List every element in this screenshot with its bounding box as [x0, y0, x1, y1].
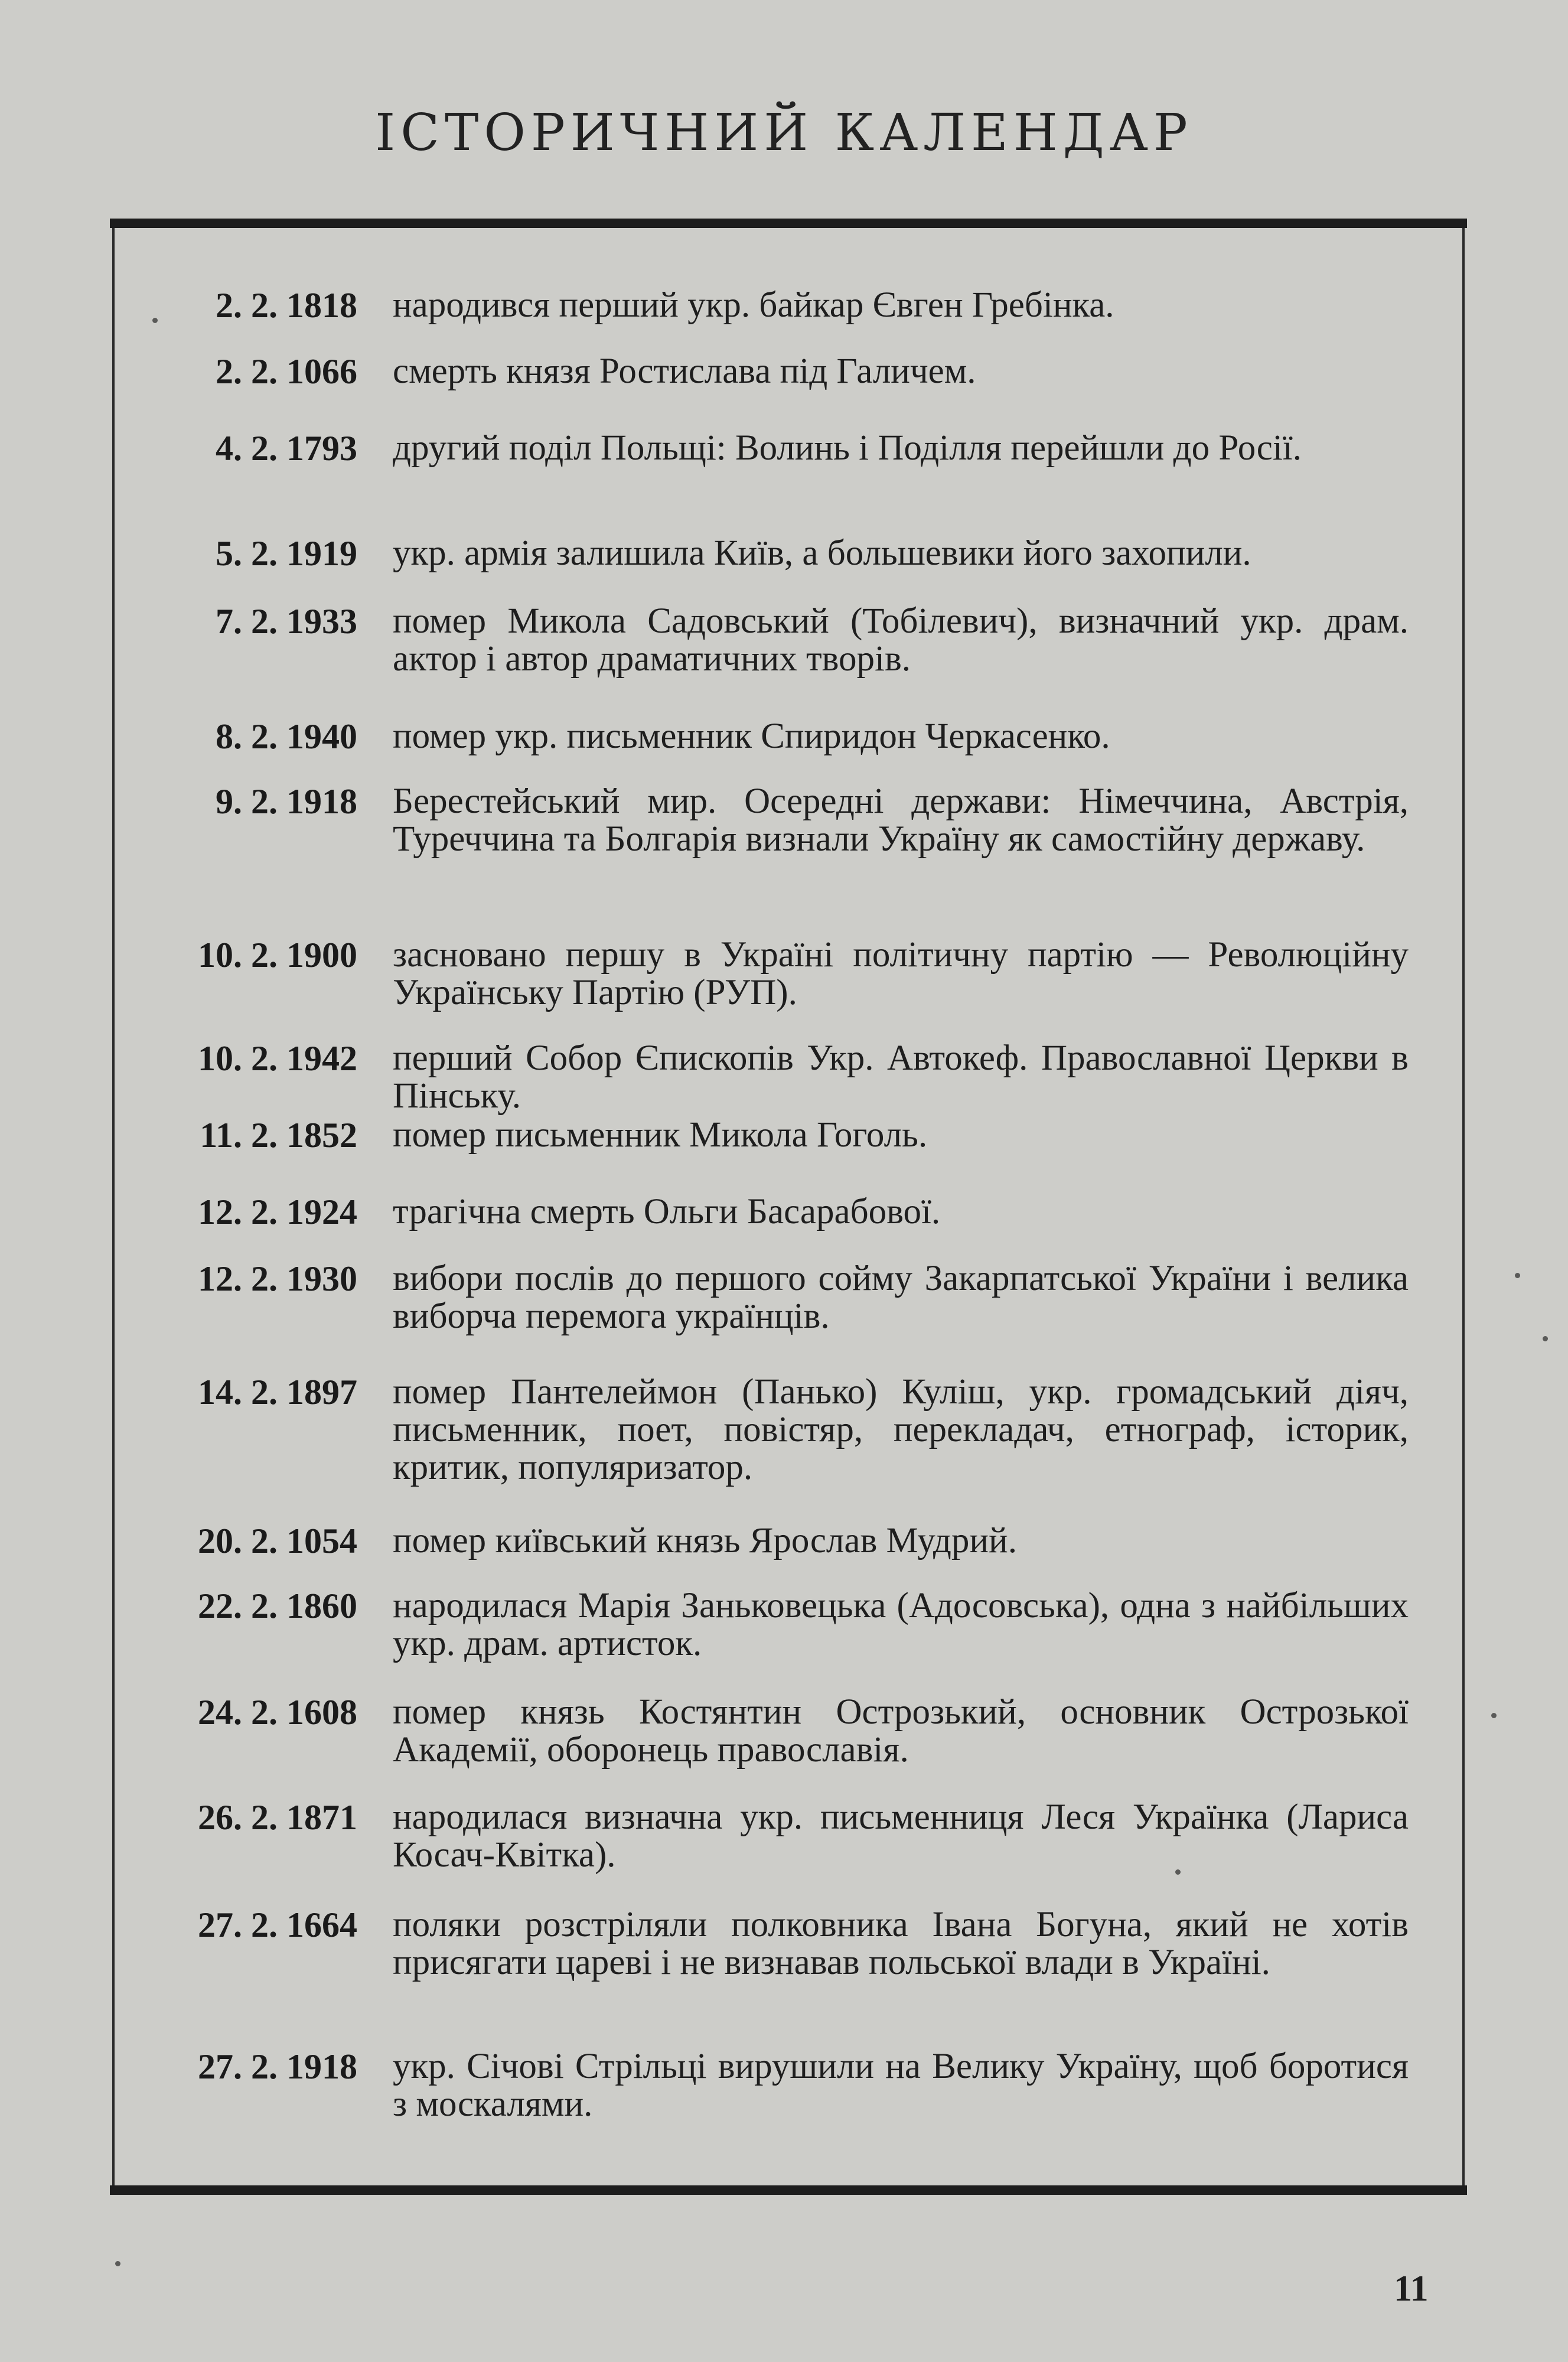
paper-speck — [115, 2261, 120, 2266]
paper-speck — [1543, 1336, 1548, 1341]
entry-text: помер письменник Микола Гоголь. — [393, 1115, 928, 1155]
entry-text: помер укр. письменник Спиридон Черкасенко. — [393, 716, 1110, 756]
page-number: 11 — [1394, 2269, 1429, 2309]
bottom-rule — [110, 2185, 1467, 2195]
entry-text: вибори послів до першого сойму Закарпатської України і велика виборча перемога українців. — [393, 1259, 1409, 1336]
entry-date: 26. 2. 1871 — [198, 1798, 357, 1837]
entry-date: 4. 2. 1793 — [216, 429, 357, 468]
entry-text: помер Микола Садовський (Тобілевич), визначний укр. драм. актор і автор драматичних творів. — [393, 601, 1409, 679]
entry-date: 12. 2. 1924 — [198, 1193, 357, 1232]
entry-text: народилася Марія Заньковецька (Адосовська), одна з найбільших укр. драм. артисток. — [393, 1586, 1409, 1663]
paper-speck — [1515, 1273, 1520, 1278]
entry-date: 12. 2. 1930 — [198, 1259, 357, 1298]
entry-date: 11. 2. 1852 — [200, 1116, 357, 1155]
entry-text: помер київський князь Ярослав Мудрий. — [393, 1521, 1017, 1560]
entry-date: 14. 2. 1897 — [198, 1373, 357, 1412]
entry-date: 10. 2. 1942 — [198, 1039, 357, 1078]
top-rule — [110, 219, 1467, 228]
entry-text: смерть князя Ростислава під Галичем. — [393, 351, 976, 391]
entry-text: помер князь Костянтин Острозький, основник Острозької Академії, оборонець православія. — [393, 1692, 1409, 1770]
entry-date: 8. 2. 1940 — [216, 717, 357, 756]
entry-text: трагічна смерть Ольги Басарабової. — [393, 1192, 941, 1232]
entry-text: народився перший укр. байкар Євген Гребінка. — [393, 285, 1114, 325]
entry-text: засновано першу в Україні політичну партію — Революційну Українську Партію (РУП). — [393, 935, 1409, 1012]
entry-text: другий поділ Польщі: Волинь і Поділля перейшли до Росії. — [393, 428, 1302, 468]
page-title: ІСТОРИЧНИЙ КАЛЕНДАР — [375, 103, 1193, 162]
entry-text: перший Собор Єпископів Укр. Автокеф. Православної Церкви в Пінську. — [393, 1038, 1409, 1116]
paper-speck — [1491, 1713, 1497, 1718]
paper-speck — [1175, 1869, 1181, 1875]
entry-date: 7. 2. 1933 — [216, 602, 357, 641]
entry-date: 20. 2. 1054 — [198, 1522, 357, 1560]
entry-text: помер Пантелеймон (Панько) Куліш, укр. громадський діяч, письменник, поет, повістяр, перекладач, етнограф, історик, критик, популяризатор. — [393, 1372, 1409, 1487]
entry-date: 5. 2. 1919 — [216, 534, 357, 573]
entry-date: 22. 2. 1860 — [198, 1586, 357, 1625]
entry-text: укр. армія залишила Київ, а большевики його захопили. — [393, 533, 1251, 573]
entry-text: поляки розстріляли полковника Івана Богуна, який не хотів присягати цареві і не визнавав польської влади в Україні. — [393, 1905, 1409, 1982]
entry-date: 27. 2. 1664 — [198, 1905, 357, 1944]
entry-text: Берестейський мир. Осередні держави: Німеччина, Австрія, Туреччина та Болгарія визнали Україну як самостійну державу. — [393, 781, 1409, 859]
entry-text: укр. Січові Стрільці вирушили на Велику Україну, щоб боротися з москалями. — [393, 2047, 1409, 2124]
entry-date: 27. 2. 1918 — [198, 2047, 357, 2086]
entry-date: 2. 2. 1818 — [216, 286, 357, 325]
entry-date: 9. 2. 1918 — [216, 782, 357, 821]
entry-date: 2. 2. 1066 — [216, 352, 357, 391]
entry-date: 24. 2. 1608 — [198, 1693, 357, 1732]
entry-date: 10. 2. 1900 — [198, 936, 357, 975]
entry-text: народилася визначна укр. письменниця Леся Українка (Лариса Косач-Квітка). — [393, 1797, 1409, 1875]
paper-speck — [152, 318, 158, 323]
